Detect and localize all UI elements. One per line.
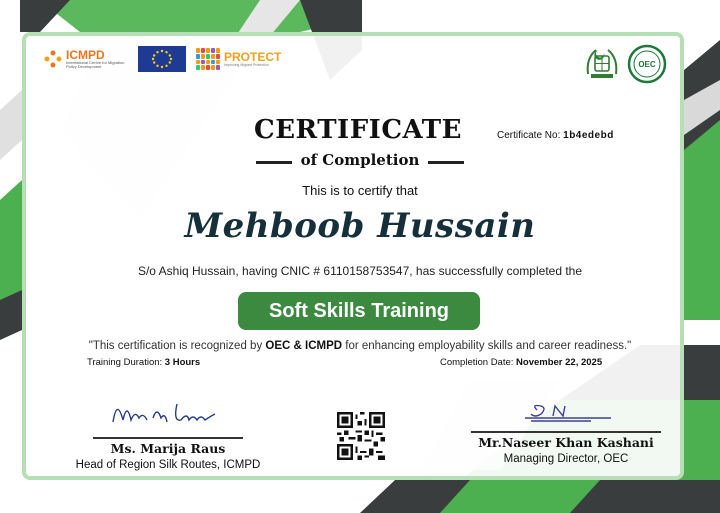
recognition-text bbox=[0, 340, 720, 352]
signatory-left-name: Ms. Marija Raus bbox=[110, 441, 226, 456]
training-duration bbox=[87, 357, 200, 368]
svg-text:OEC: OEC bbox=[638, 60, 656, 69]
signatory-right-name: Mr.Naseer Khan Kashani bbox=[478, 435, 654, 450]
icmpd-name: ICMPD bbox=[66, 48, 105, 62]
duration-label: Training Duration: bbox=[87, 357, 163, 368]
completion-label: Completion Date: bbox=[440, 357, 514, 368]
protect-logo bbox=[196, 48, 284, 70]
icmpd-subtitle: International Centre for Migration Policy Development bbox=[66, 60, 125, 69]
protect-name: PROTECT bbox=[224, 50, 282, 64]
icmpd-logo bbox=[44, 49, 128, 69]
certificate-number bbox=[497, 130, 614, 141]
completion-statement: S/o Ashiq Hussain, having CNIC # 6110158753547, has successfully completed the bbox=[137, 264, 583, 278]
qr-code bbox=[337, 412, 385, 460]
course-badge: Soft Skills Training bbox=[238, 292, 480, 330]
recipient-name: Mehboob Hussain bbox=[184, 206, 536, 246]
signatory-right bbox=[466, 398, 666, 465]
pakistan-emblem-icon bbox=[582, 44, 622, 84]
recognition-prefix: "This certification is recognized by bbox=[88, 340, 266, 352]
certificate-number-value: 1b4edebd bbox=[563, 130, 614, 141]
completion-value: November 22, 2025 bbox=[516, 357, 603, 368]
divider-right bbox=[428, 161, 464, 164]
recognition-suffix: for enhancing employability skills and career readiness." bbox=[342, 340, 632, 352]
eu-flag-icon bbox=[138, 46, 186, 72]
protect-mark-icon bbox=[196, 48, 220, 70]
duration-value: 3 Hours bbox=[164, 357, 201, 368]
recognition-orgs: OEC & ICMPD bbox=[265, 340, 343, 352]
protect-subtitle: Improving Migrant Protection bbox=[224, 63, 269, 67]
signature-right-image bbox=[501, 398, 631, 426]
certify-text: This is to certify that bbox=[302, 183, 418, 198]
signatory-left-role: Head of Region Silk Routes, ICMPD bbox=[75, 459, 261, 471]
signature-line-left bbox=[93, 437, 243, 439]
partner-logos bbox=[44, 46, 284, 72]
signatory-right-role: Managing Director, OEC bbox=[503, 453, 629, 465]
certificate-subtitle: of Completion bbox=[300, 151, 420, 169]
certificate-number-label: Certificate No: bbox=[497, 130, 561, 141]
icmpd-mark-icon bbox=[44, 50, 62, 68]
signatory-left bbox=[48, 392, 288, 471]
completion-date bbox=[440, 357, 602, 368]
eu-stars-icon bbox=[138, 46, 186, 72]
oec-logo-icon bbox=[627, 44, 667, 84]
signature-left-image bbox=[103, 392, 233, 432]
certificate-title: CERTIFICATE bbox=[254, 115, 462, 145]
signature-line-right bbox=[471, 431, 661, 433]
